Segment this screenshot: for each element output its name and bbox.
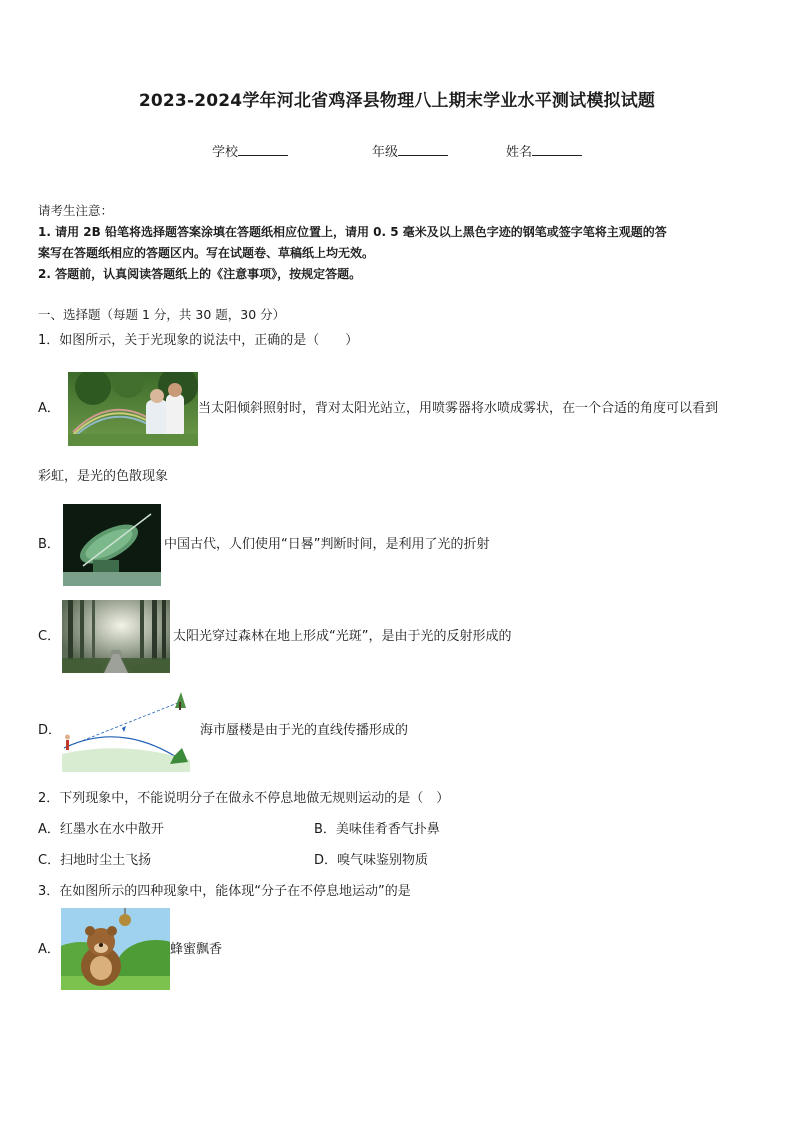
name-label: 姓名 xyxy=(506,145,533,160)
grade-blank[interactable] xyxy=(398,141,448,156)
grade-field[interactable] xyxy=(372,141,448,160)
q2-option-d: D．嗅气味鉴别物质 xyxy=(314,853,429,868)
q1-option-d-text: 海市蜃楼是由于光的直线传播形成的 xyxy=(200,723,409,738)
grade-label: 年级 xyxy=(372,145,399,160)
notice-item2: 2. 答题前，认真阅读答题纸上的《注意事项》，按规定答题。 xyxy=(38,267,362,281)
name-field[interactable] xyxy=(506,141,582,160)
q1-option-b-label: B． xyxy=(38,537,60,552)
q1-option-d-label: D． xyxy=(38,723,62,738)
sundial-image xyxy=(63,504,161,586)
q1-option-a-text-line2: 彩虹，是光的色散现象 xyxy=(38,469,169,484)
q1-option-c-text: 太阳光穿过森林在地上形成“光斑”，是由于光的反射形成的 xyxy=(173,629,512,644)
q3-option-a-text: 蜂蜜飘香 xyxy=(170,942,223,957)
q3-option-a-label: A． xyxy=(38,942,60,957)
q1-option-a-label: A． xyxy=(38,401,60,416)
bear-honey-image xyxy=(61,908,170,990)
notice-item1-line2: 案写在答题纸相应的答题区内。写在试题卷、草稿纸上均无效。 xyxy=(38,246,375,260)
q2-option-a: A．红墨水在水中散开 xyxy=(38,822,164,837)
name-blank[interactable] xyxy=(532,141,582,156)
school-blank[interactable] xyxy=(238,141,288,156)
q1-option-c-label: C． xyxy=(38,629,61,644)
q2-option-c: C．扫地时尘土飞扬 xyxy=(38,853,152,868)
page-title: 2023-2024学年河北省鸡泽县物理八上期末学业水平测试模拟试题 xyxy=(138,91,656,111)
forest-light-image xyxy=(62,600,170,673)
section1-heading: 一、选择题（每题 1 分，共 30 题，30 分） xyxy=(38,307,286,322)
q2-stem: 2．下列现象中，不能说明分子在做永不停息地做无规则运动的是（ ） xyxy=(38,791,450,806)
q1-stem: 1．如图所示，关于光现象的说法中，正确的是（ ） xyxy=(38,333,359,348)
q2-option-b: B．美味佳肴香气扑鼻 xyxy=(314,822,440,837)
rainbow-spray-image xyxy=(68,372,198,446)
q1-option-a-text-line1: 当太阳倾斜照射时，背对太阳光站立，用喷雾器将水喷成雾状，在一个合适的角度可以看到 xyxy=(198,401,719,416)
notice-item1-line1: 1. 请用 2B 铅笔将选择题答案涂填在答题纸相应位置上，请用 0. 5 毫米及以上黑色字迹的钢笔或签字笔将主观题的答 xyxy=(38,225,667,239)
q3-stem: 3．在如图所示的四种现象中，能体现“分子在不停息地运动”的是 xyxy=(38,884,411,899)
mirage-diagram-image xyxy=(62,690,190,772)
school-label: 学校 xyxy=(212,145,239,160)
school-field[interactable] xyxy=(212,141,288,160)
notice-heading: 请考生注意： xyxy=(38,203,114,218)
q1-option-b-text: 中国古代，人们使用“日晷”判断时间，是利用了光的折射 xyxy=(164,537,490,552)
